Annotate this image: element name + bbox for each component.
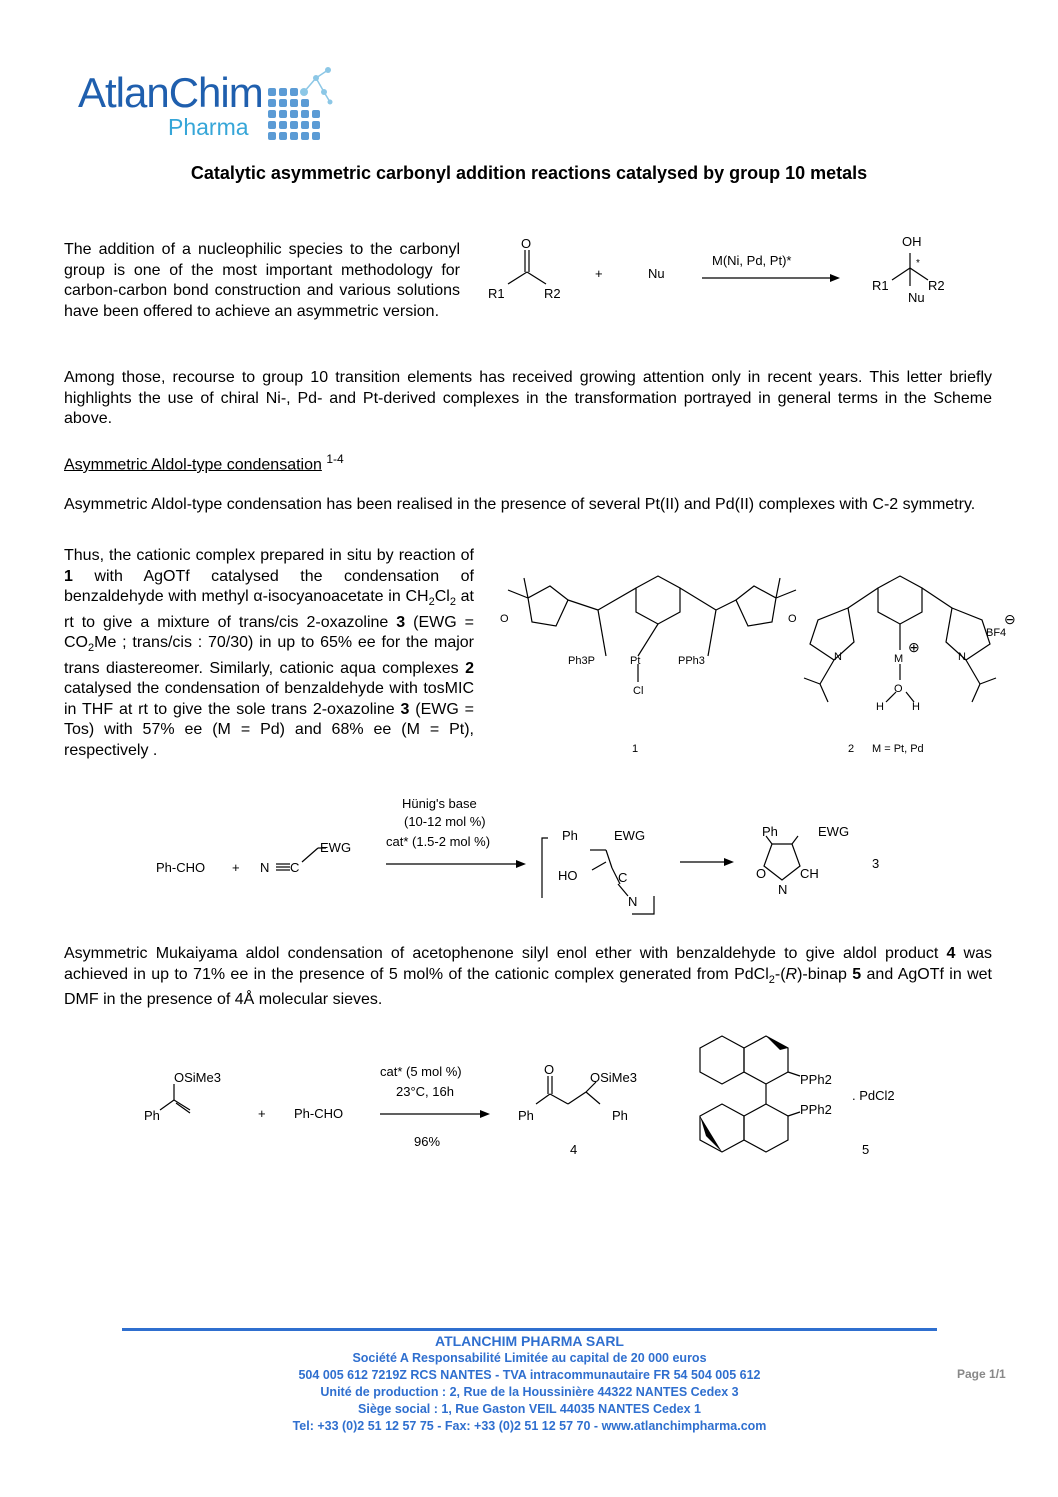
- compound-ref-2: 2: [465, 659, 474, 677]
- scheme2-intermediate-ph: Ph: [562, 828, 578, 843]
- section-heading: [64, 452, 344, 474]
- footer: [122, 1333, 937, 1435]
- complex2-h-left: H: [876, 701, 884, 713]
- intro-paragraph: The addition of a nucleophilic species to the carbonyl group is one of the most important methodology for carbon-carbon bond construction and various solutions have been offered to achieve an asymmetric version.: [64, 241, 460, 320]
- complex2-label: 2: [848, 743, 855, 755]
- scheme1-plus: +: [595, 266, 603, 281]
- logo-text-atlanchim: AtlanChim: [78, 69, 263, 116]
- complex2-o: O: [894, 683, 903, 695]
- complex2-n-left: N: [834, 651, 842, 663]
- paragraph-cationic-complex: Thus, the cationic complex prepared in situ by reaction of 1 with AgOTf catalysed the condensation of benzaldehyde with methyl α-isocyanoacetate in $CH_2Cl_2$ at rt to give a mixture of trans/cis 2-oxazoline 3 ($EWG = CO_2Me$ ; trans/cis : 70/30) in up to 65% ee for the major trans diastereomer. Similarly, cationic aqua complexes 2 catalysed the condensation of benzaldehyde with tosMIC in THF at rt to give the sole trans 2-oxazoline 3 (EWG = Tos) with 57% ee (M = Pd) and 68% ee (M = Pt), respectively .: [64, 547, 474, 759]
- scheme3-silyl-group: OSiMe3: [174, 1070, 221, 1085]
- scheme3-product-ph-right: Ph: [612, 1108, 628, 1123]
- scheme3-product-ph-left: Ph: [518, 1108, 534, 1123]
- company-logo: [72, 66, 337, 146]
- footer-registration: 504 005 612 7219Z RCS NANTES - TVA intracommunautaire FR 54 504 005 612: [298, 1368, 761, 1382]
- scheme-mukaiyama-aldol: [140, 1028, 920, 1168]
- scheme1-nucleophile: Nu: [648, 266, 665, 281]
- complex1-pph3: PPh3: [678, 655, 705, 667]
- scheme2-product-ewg: EWG: [818, 824, 850, 839]
- compound-ref-4: 4: [946, 945, 956, 962]
- paragraph-mukaiyama: Asymmetric Mukaiyama aldol condensation of acetophenone silyl enol ether with benzaldehyde to give aldol product 4 was achieved in up to 71% ee in the presence of 5 mol% of the cationic complex generated from PdCl$_2$-(R)-binap 5 and AgOTf in wet DMF in the presence of 4Å molecular sieves.: [64, 945, 992, 1009]
- scheme-aldol-isocyanide: [150, 792, 910, 920]
- compound-ref-5: 5: [852, 965, 862, 983]
- scheme1-r1: R1: [488, 286, 505, 301]
- complex2-n-right: N: [958, 651, 966, 663]
- footer-contact: Tel: +33 (0)2 51 12 57 75 - Fax: +33 (0)2 51 12 57 70 - www.atlanchimpharma.com: [292, 1419, 767, 1433]
- scheme2-ewg: EWG: [320, 840, 352, 855]
- scheme2-isocyanide-c: C: [290, 860, 300, 875]
- complex2-bf4: BF4: [986, 627, 1007, 639]
- scheme-general-addition: [480, 228, 960, 320]
- logo-dots-icon: [72, 66, 337, 146]
- complex1-pt: Pt: [630, 655, 641, 667]
- scheme3-condition-temp: 23°C, 16h: [396, 1084, 454, 1099]
- page-number: Page 1/1: [957, 1367, 1006, 1381]
- scheme2-isocyanide-n: N: [260, 860, 270, 875]
- scheme2-intermediate-ewg: EWG: [614, 828, 646, 843]
- footer-production-address: Unité de production : 2, Rue de la Houssinière 44322 NANTES Cedex 3: [320, 1385, 739, 1399]
- compound-ref-3b: 3: [400, 700, 410, 718]
- scheme2-condition-catalyst: cat* (1.5-2 mol %): [386, 834, 491, 849]
- compound-ref-1: 1: [64, 567, 73, 585]
- page-title: Catalytic asymmetric carbonyl addition reactions catalysed by group 10 metals: [190, 163, 868, 183]
- scheme1-product-r2: R2: [928, 278, 945, 293]
- scheme1-r2: R2: [544, 286, 561, 301]
- complex1-o-left: O: [500, 613, 509, 625]
- paragraph-aldol-intro: Asymmetric Aldol-type condensation has been realised in the presence of several Pt(II) and Pd(II) complexes with C-2 symmetry.: [64, 496, 976, 513]
- scheme1-carbonyl-o: O: [521, 236, 532, 251]
- logo-text-pharma: Pharma: [168, 114, 249, 140]
- section-heading-text: Asymmetric Aldol-type condensation: [64, 456, 322, 474]
- scheme3-binap-label: 5: [862, 1142, 870, 1157]
- scheme2-product-n: N: [778, 882, 788, 897]
- compound-ref-3: 3: [396, 613, 406, 631]
- paragraph-group10: Among those, recourse to group 10 transition elements has received growing attention only in recent years. This letter briefly highlights the use of chiral Ni-, Pd- and Pt-derived complexes in the transformation portrayed in general terms in the Scheme above.: [64, 369, 992, 427]
- scheme1-product-r1: R1: [872, 278, 889, 293]
- complex2-plus: ⊕: [908, 639, 920, 655]
- scheme2-condition-loading: (10-12 mol %): [404, 814, 486, 829]
- scheme2-product-ph: Ph: [762, 824, 778, 839]
- footer-divider: [122, 1328, 937, 1331]
- footer-head-office: Siège social : 1, Rue Gaston VEIL 44035 NANTES Cedex 1: [358, 1402, 701, 1416]
- scheme1-catalyst: M(Ni, Pd, Pt)*: [712, 253, 792, 268]
- scheme3-product-silyl: OSiMe3: [590, 1070, 637, 1085]
- complex1-cl: Cl: [633, 685, 644, 697]
- scheme2-intermediate-n: N: [628, 894, 638, 909]
- scheme2-product-o: O: [756, 866, 767, 881]
- scheme2-benzaldehyde: Ph-CHO: [156, 860, 206, 875]
- structures-complexes-1-2: [488, 560, 1028, 760]
- scheme2-product-ch: CH: [800, 866, 819, 881]
- section-heading-refs: 1-4: [326, 452, 344, 466]
- scheme3-benzaldehyde: Ph-CHO: [294, 1106, 344, 1121]
- complex2-m: M: [894, 653, 904, 665]
- scheme3-product-label: 4: [570, 1142, 578, 1157]
- scheme2-condition-base: Hünig's base: [402, 796, 477, 811]
- scheme3-yield: 96%: [414, 1134, 441, 1149]
- footer-company: ATLANCHIM PHARMA SARL: [435, 1333, 624, 1349]
- footer-legal: Société A Responsabilité Limitée au capital de 20 000 euros: [352, 1351, 707, 1365]
- scheme1-stereocenter: *: [916, 258, 920, 269]
- scheme1-product-oh: OH: [902, 234, 922, 249]
- scheme2-intermediate-c: C: [618, 870, 628, 885]
- scheme2-plus: +: [232, 860, 240, 875]
- complex2-minus: ⊖: [1004, 611, 1016, 627]
- complex1-label: 1: [632, 743, 639, 755]
- scheme2-product-label: 3: [872, 856, 880, 871]
- scheme3-pdcl2: . PdCl2: [852, 1088, 895, 1103]
- scheme3-product-o: O: [544, 1062, 555, 1077]
- scheme3-condition-catalyst: cat* (5 mol %): [380, 1064, 462, 1079]
- scheme2-intermediate-ho: HO: [558, 868, 578, 883]
- scheme3-reactant-ph: Ph: [144, 1108, 160, 1123]
- scheme3-binap-pph2-bottom: PPh2: [800, 1102, 832, 1117]
- complex2-metals: M = Pt, Pd: [872, 743, 924, 755]
- scheme3-binap-pph2-top: PPh2: [800, 1072, 832, 1087]
- complex1-ph3p: Ph3P: [568, 655, 595, 667]
- complex2-h-right: H: [912, 701, 920, 713]
- scheme3-plus: +: [258, 1106, 266, 1121]
- complex1-o-right: O: [788, 613, 797, 625]
- scheme1-product-nu: Nu: [908, 290, 925, 305]
